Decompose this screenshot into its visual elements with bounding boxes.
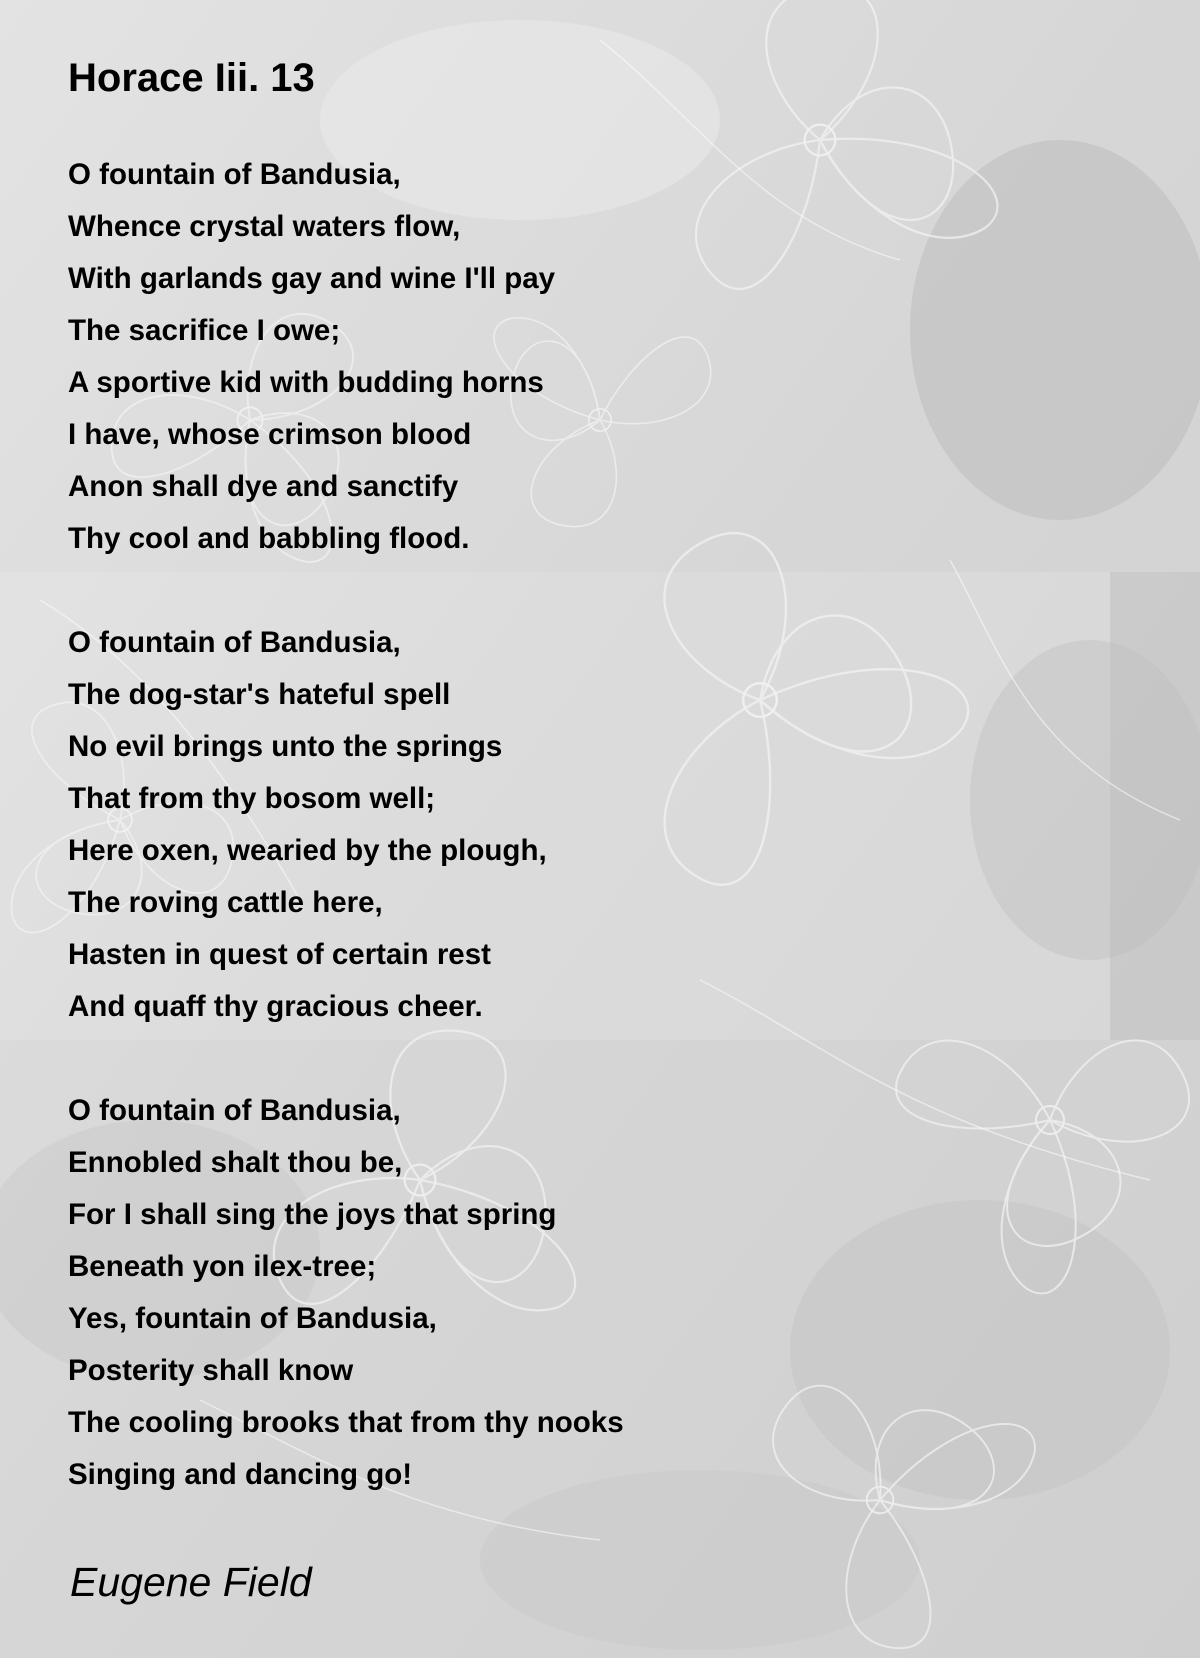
poem-line: That from thy bosom well; (68, 782, 436, 815)
poem-line: A sportive kid with budding horns (68, 366, 544, 399)
poem-line: Hasten in quest of certain rest (68, 938, 491, 971)
poem-line: Posterity shall know (68, 1354, 354, 1387)
poem-line: The cooling brooks that from thy nooks (68, 1406, 624, 1439)
poem-line: The roving cattle here, (68, 886, 383, 919)
poem-line: Here oxen, wearied by the plough, (68, 834, 547, 867)
stanza-2 (68, 617, 547, 1033)
stanza-3 (68, 1085, 624, 1501)
poem-author: Eugene Field (70, 1559, 312, 1605)
poem-line: O fountain of Bandusia, (68, 1094, 401, 1127)
stanza-1 (68, 149, 555, 565)
poem-line: For I shall sing the joys that spring (68, 1198, 557, 1231)
poem-line: The dog-star's hateful spell (68, 678, 451, 711)
poem-line: Beneath yon ilex-tree; (68, 1250, 377, 1283)
poem-line: Whence crystal waters flow, (68, 210, 461, 243)
poem-line: O fountain of Bandusia, (68, 158, 401, 191)
poem-line: No evil brings unto the springs (68, 730, 503, 763)
poem-line: With garlands gay and wine I'll pay (68, 262, 556, 295)
poem-title: Horace Iii. 13 (68, 56, 315, 100)
poem-line: Yes, fountain of Bandusia, (68, 1302, 437, 1335)
poem-line: I have, whose crimson blood (68, 418, 472, 451)
poem-line: Singing and dancing go! (68, 1458, 413, 1491)
poem-line: Thy cool and babbling flood. (68, 522, 470, 555)
poem-line: Ennobled shalt thou be, (68, 1146, 403, 1179)
poem-line: The sacrifice I owe; (68, 314, 341, 347)
poem-line: Anon shall dye and sanctify (68, 470, 459, 503)
poem-line: And quaff thy gracious cheer. (68, 990, 483, 1023)
poem-line: O fountain of Bandusia, (68, 626, 401, 659)
